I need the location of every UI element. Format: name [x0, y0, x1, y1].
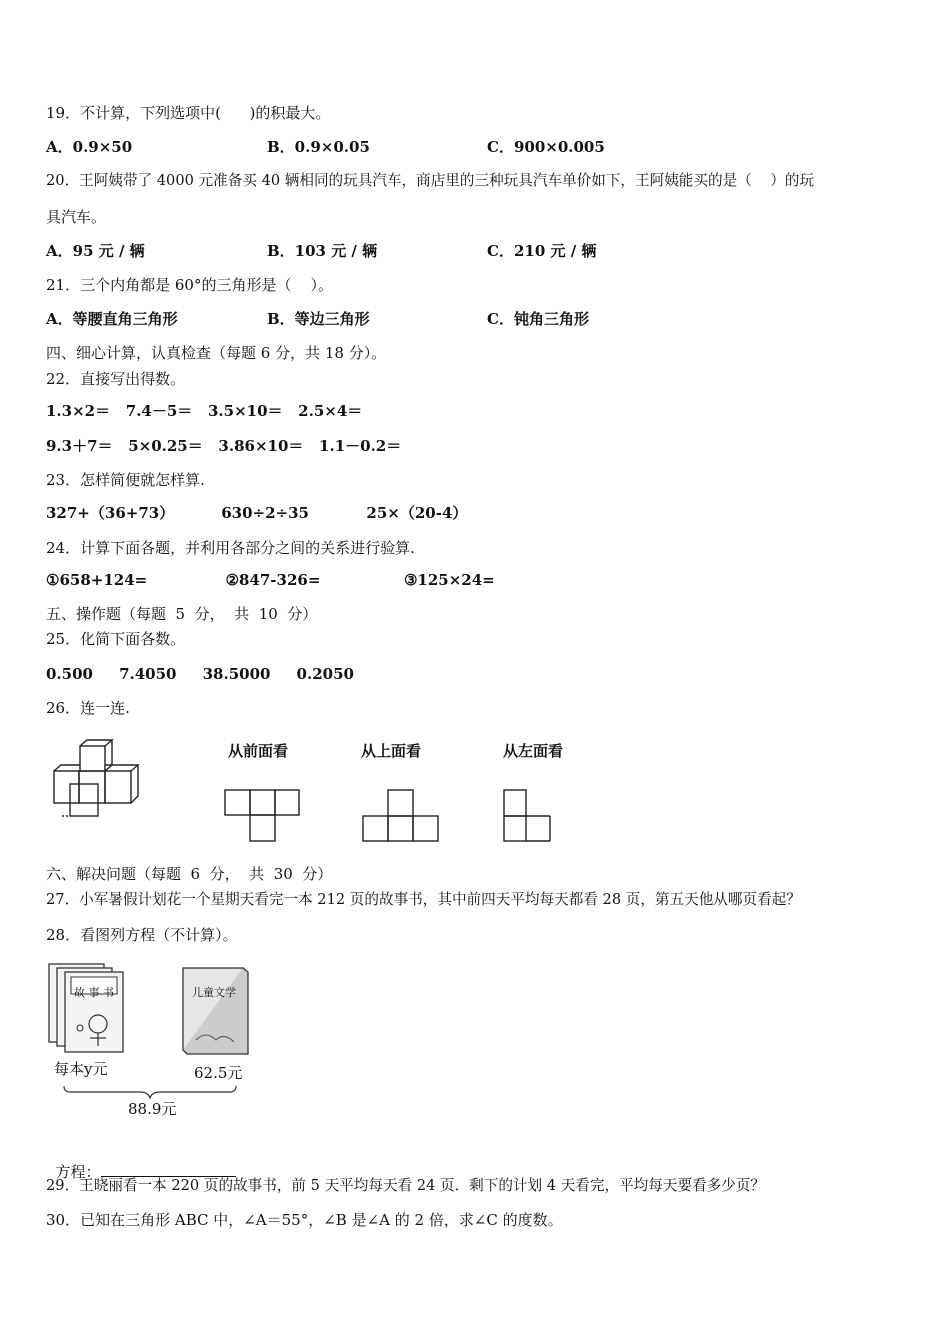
books-figure [46, 960, 256, 1120]
section-5-heading: 五、操作题（每题 5 分， 共 10 分） [46, 605, 318, 623]
section-6-heading: 六、解决问题（每题 6 分， 共 30 分） [46, 865, 333, 883]
price-right-label: 62.5元 [194, 1064, 243, 1082]
book-right-title: 儿童文学 [192, 986, 236, 999]
equation-label: 方程： [55, 1163, 101, 1181]
q30-text: 30．已知在三角形 ABC 中，∠A＝55°，∠B 是∠A 的 2 倍，求∠C 的度数。 [46, 1211, 563, 1229]
q20-option-a: A．95 元 / 辆 [46, 242, 145, 260]
q19-option-b: B．0.9×0.05 [267, 138, 370, 156]
q20-stem-line2: 具汽车。 [46, 208, 107, 226]
q25-row: 0.500 7.4050 38.5000 0.2050 [46, 665, 354, 683]
view-label-front: 从前面看 [228, 742, 289, 760]
q22-stem: 22．直接写出得数。 [46, 370, 186, 388]
q21-option-c: C．钝角三角形 [487, 310, 589, 328]
q22-row2: 9.3＋7＝ 5×0.25＝ 3.86×10＝ 1.1－0.2＝ [46, 437, 402, 455]
cube-stack-figure [50, 738, 150, 818]
q20-option-b: B．103 元 / 辆 [267, 242, 378, 260]
section-4-heading: 四、细心计算，认真检查（每题 6 分，共 18 分）。 [46, 344, 387, 362]
view-shape-1 [222, 788, 302, 844]
total-price-label: 88.9元 [128, 1100, 177, 1118]
view-label-top: 从上面看 [361, 742, 422, 760]
q26-stem: 26．连一连. [46, 699, 130, 717]
q25-stem: 25．化简下面各数。 [46, 630, 186, 648]
q24-stem: 24．计算下面各题，并利用各部分之间的关系进行验算. [46, 539, 415, 557]
q20-stem-line1: 20．王阿姨带了 4000 元准备买 40 辆相同的玩具汽车，商店里的三种玩具汽车单价如下，王阿姨能买的是（ ）的玩 [46, 172, 815, 189]
book-left-title: 故 事 书 [74, 986, 114, 999]
view-shape-2 [361, 788, 441, 844]
q28-stem: 28．看图列方程（不计算）。 [46, 926, 238, 944]
q19-option-c: C．900×0.005 [487, 138, 605, 156]
q19-stem: 19．不计算，下列选项中( )的积最大。 [46, 104, 331, 122]
q24-row: ①658+124= ②847-326= ③125×24= [46, 571, 495, 589]
q21-option-b: B．等边三角形 [267, 310, 370, 328]
q23-stem: 23．怎样简便就怎样算. [46, 471, 205, 489]
view-label-left: 从左面看 [503, 742, 564, 760]
q21-option-a: A．等腰直角三角形 [46, 310, 178, 328]
q20-option-c: C．210 元 / 辆 [487, 242, 597, 260]
q23-row: 327+（36+73） 630÷2÷35 25×（20-4） [46, 504, 468, 522]
view-shape-3 [500, 788, 556, 844]
equation-blank[interactable] [101, 1162, 236, 1177]
q22-row1: 1.3×2＝ 7.4－5＝ 3.5×10＝ 2.5×4＝ [46, 402, 363, 420]
q21-stem: 21．三个内角都是 60°的三角形是（ ）。 [46, 276, 334, 294]
q27-text: 27．小军暑假计划花一个星期天看完一本 212 页的故事书，其中前四天平均每天都看 28 页，第五天他从哪页看起？ [46, 891, 801, 908]
q19-option-a: A．0.9×50 [46, 138, 133, 156]
price-each-label: 每本y元 [54, 1060, 108, 1078]
q29-text: 29．王晓丽看一本 220 页的故事书，前 5 天平均每天看 24 页．剩下的计划 4 天看完，平均每天要看多少页？ [46, 1177, 766, 1194]
